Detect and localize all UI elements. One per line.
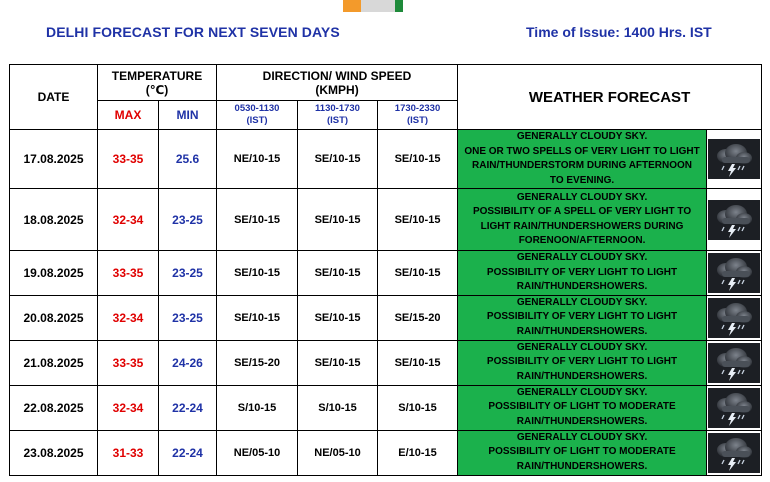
thunderstorm-cloud-icon (708, 139, 760, 179)
thunderstorm-cloud-icon (708, 433, 760, 473)
slot-zone: (IST) (246, 115, 268, 126)
header-temperature-label: TEMPERATURE (111, 68, 203, 83)
row-date: 18.08.2025 (10, 189, 98, 251)
issue-time: Time of Issue: 1400 Hrs. IST (526, 24, 712, 40)
row-weather-icon-cell (707, 189, 762, 251)
slot-time: 1130-1730 (315, 103, 360, 114)
forecast-line: POSSIBILITY OF VERY LIGHT TO LIGHT (486, 311, 678, 323)
slot-zone: (IST) (326, 115, 349, 126)
row-weather-icon-cell (707, 430, 762, 475)
thunderstorm-cloud-icon (708, 253, 760, 293)
row-forecast-text (458, 430, 707, 475)
row-wind-slot-2: SE/10-15 (298, 130, 378, 189)
forecast-line: RAIN/THUNDERSHOWERS. (516, 415, 648, 427)
row-weather-icon-cell (707, 295, 762, 340)
row-wind-slot-3: S/10-15 (378, 385, 458, 430)
row-min-temp: 23-25 (159, 251, 217, 296)
row-forecast-text (458, 189, 707, 251)
row-wind-slot-2: SE/10-15 (298, 295, 378, 340)
table-row (10, 340, 762, 385)
forecast-line: LIGHT RAIN/THUNDERSHOWERS DURING (480, 220, 684, 232)
forecast-line: POSSIBILITY OF LIGHT TO MODERATE (488, 401, 676, 413)
row-max-temp: 33-35 (98, 251, 159, 296)
header-slot-1 (217, 101, 298, 130)
row-wind-slot-2: NE/05-10 (298, 430, 378, 475)
row-wind-slot-3: SE/10-15 (378, 251, 458, 296)
row-forecast-text (458, 385, 707, 430)
row-max-temp: 31-33 (98, 430, 159, 475)
forecast-line: GENERALLY CLOUDY SKY. (516, 431, 648, 443)
slot-time: 1730-2330 (394, 103, 441, 114)
row-wind-slot-1: NE/10-15 (217, 130, 298, 189)
row-min-temp: 24-26 (159, 340, 217, 385)
header-wind-label: DIRECTION/ WIND SPEED (262, 68, 412, 83)
thunderstorm-cloud-icon (708, 343, 760, 383)
row-wind-slot-2: SE/10-15 (298, 189, 378, 251)
forecast-line: POSSIBILITY OF LIGHT TO MODERATE (488, 446, 676, 458)
row-weather-icon-cell (707, 251, 762, 296)
forecast-line: POSSIBILITY OF VERY LIGHT TO LIGHT (486, 266, 678, 278)
row-date: 17.08.2025 (10, 130, 98, 189)
row-max-temp: 32-34 (98, 385, 159, 430)
table-row (10, 295, 762, 340)
forecast-line: GENERALLY CLOUDY SKY. (516, 252, 648, 263)
table-row (10, 189, 762, 251)
row-min-temp: 25.6 (159, 130, 217, 189)
row-wind-slot-2: S/10-15 (298, 385, 378, 430)
row-date: 22.08.2025 (10, 385, 98, 430)
row-max-temp: 32-34 (98, 189, 159, 251)
header-weather-forecast: WEATHER FORECAST (458, 65, 762, 130)
emblem-logo (343, 0, 403, 12)
row-max-temp: 33-35 (98, 130, 159, 189)
forecast-line: GENERALLY CLOUDY SKY. (516, 386, 648, 398)
slot-zone: (IST) (406, 115, 429, 126)
forecast-line: RAIN/THUNDERSHOWERS. (516, 325, 648, 337)
row-wind-slot-1: SE/10-15 (217, 295, 298, 340)
forecast-line: GENERALLY CLOUDY SKY. (516, 296, 648, 308)
forecast-line: GENERALLY CLOUDY SKY. (516, 191, 648, 203)
row-max-temp: 32-34 (98, 295, 159, 340)
row-min-temp: 22-24 (159, 385, 217, 430)
row-date: 20.08.2025 (10, 295, 98, 340)
header-slot-3 (378, 101, 458, 130)
row-max-temp: 33-35 (98, 340, 159, 385)
row-weather-icon-cell (707, 385, 762, 430)
forecast-line: RAIN/THUNDERSHOWERS. (516, 460, 648, 472)
row-wind-slot-2: SE/10-15 (298, 251, 378, 296)
forecast-line: RAIN/THUNDERSHOWERS. (516, 370, 648, 382)
row-wind-slot-1: SE/10-15 (217, 189, 298, 251)
thunderstorm-cloud-icon (708, 298, 760, 338)
page-title: DELHI FORECAST FOR NEXT SEVEN DAYS (46, 24, 340, 40)
forecast-line: RAIN/THUNDERSHOWERS. (516, 281, 648, 292)
row-min-temp: 22-24 (159, 430, 217, 475)
row-forecast-text (458, 251, 707, 296)
table-row (10, 385, 762, 430)
forecast-line: GENERALLY CLOUDY SKY. (516, 131, 648, 142)
thunderstorm-cloud-icon (708, 200, 760, 240)
row-date: 19.08.2025 (10, 251, 98, 296)
row-wind-slot-2: SE/10-15 (298, 340, 378, 385)
row-wind-slot-1: SE/10-15 (217, 251, 298, 296)
forecast-line: RAIN/THUNDERSTORM DURING AFTERNOON (472, 160, 693, 171)
table-row (10, 251, 762, 296)
header-date: DATE (10, 65, 98, 130)
row-min-temp: 23-25 (159, 295, 217, 340)
row-wind-slot-3: SE/15-20 (378, 295, 458, 340)
row-forecast-text (458, 340, 707, 385)
header-min: MIN (159, 101, 217, 130)
header-slot-2 (298, 101, 378, 130)
row-min-temp: 23-25 (159, 189, 217, 251)
header-wind-unit: (KMPH) (315, 82, 359, 97)
row-wind-slot-3: SE/10-15 (378, 130, 458, 189)
row-wind-slot-1: S/10-15 (217, 385, 298, 430)
header-max: MAX (98, 101, 159, 130)
table-row (10, 430, 762, 475)
forecast-line: GENERALLY CLOUDY SKY. (516, 341, 648, 353)
row-date: 23.08.2025 (10, 430, 98, 475)
row-wind-slot-3: SE/10-15 (378, 340, 458, 385)
table-row (10, 130, 762, 189)
row-date: 21.08.2025 (10, 340, 98, 385)
forecast-table (9, 64, 762, 476)
row-wind-slot-3: SE/10-15 (378, 189, 458, 251)
row-weather-icon-cell (707, 130, 762, 189)
forecast-line: POSSIBILITY OF A SPELL OF VERY LIGHT TO (472, 206, 692, 217)
row-forecast-text (458, 295, 707, 340)
thunderstorm-cloud-icon (708, 388, 760, 428)
row-wind-slot-1: SE/15-20 (217, 340, 298, 385)
row-forecast-text (458, 130, 707, 189)
header-wind (217, 65, 458, 101)
header-temperature (98, 65, 217, 101)
row-weather-icon-cell (707, 340, 762, 385)
slot-time: 0530-1130 (234, 103, 280, 114)
row-wind-slot-3: E/10-15 (378, 430, 458, 475)
header-temperature-unit: (℃) (145, 82, 169, 97)
row-wind-slot-1: NE/05-10 (217, 430, 298, 475)
forecast-line: POSSIBILITY OF VERY LIGHT TO LIGHT (486, 356, 678, 368)
forecast-line: TO EVENING. (549, 174, 615, 186)
forecast-line: FORENOON/AFTERNOON. (518, 235, 646, 246)
forecast-line: ONE OR TWO SPELLS OF VERY LIGHT TO LIGHT (464, 145, 700, 157)
